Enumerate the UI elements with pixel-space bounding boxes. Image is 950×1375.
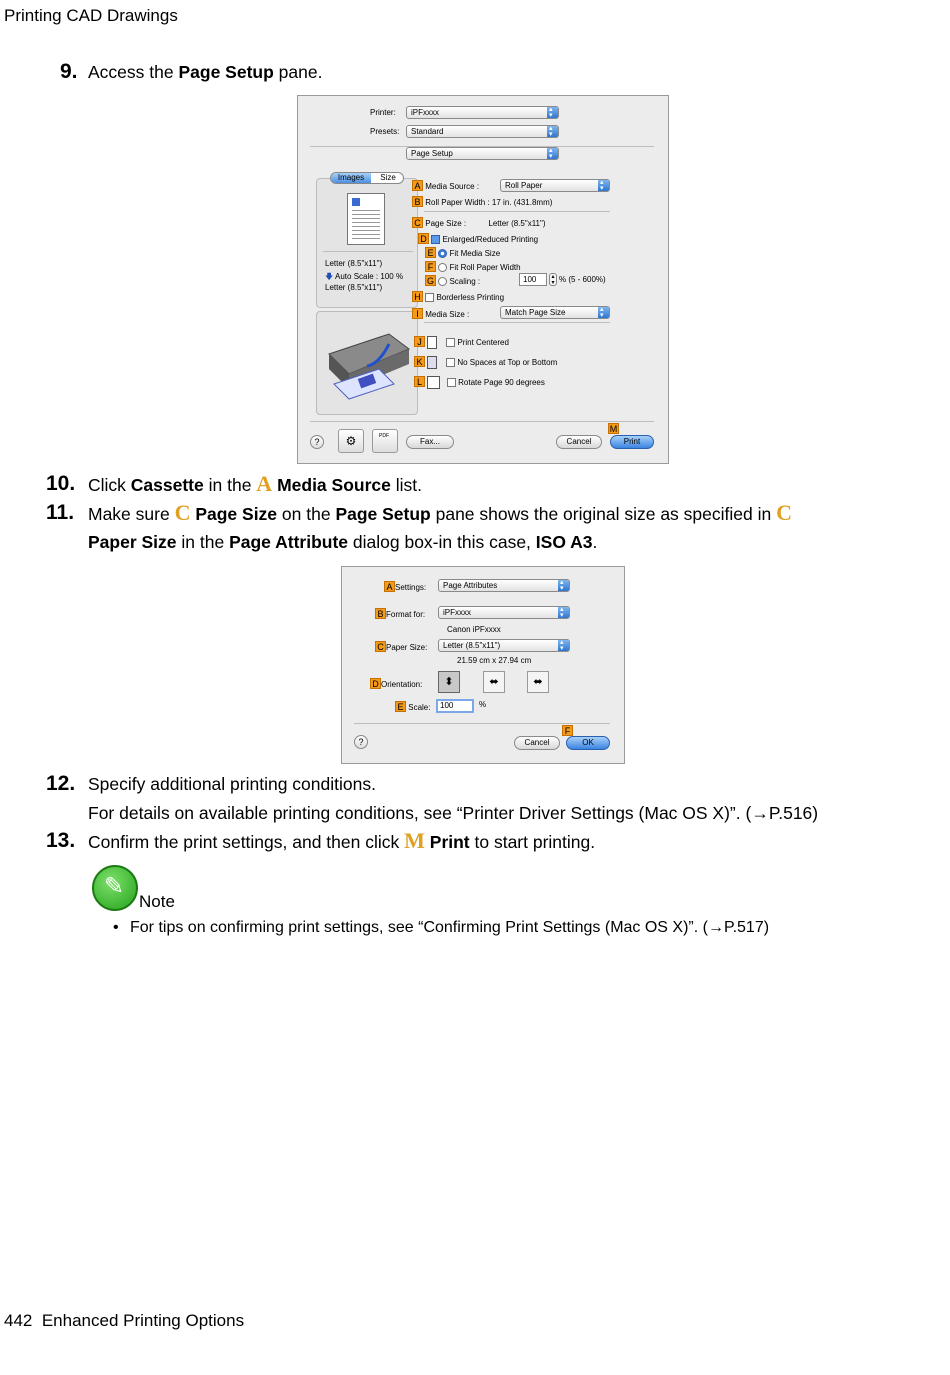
step-number: 12.: [46, 772, 76, 795]
media-source-row: A Media Source :: [412, 180, 479, 191]
fit-media-row: E Fit Media Size: [425, 247, 500, 258]
step-text: Access the Page Setup pane.: [88, 62, 323, 82]
scaling-radio[interactable]: [438, 277, 447, 286]
step-number: 10.: [46, 472, 76, 495]
chevron-updown-icon: [558, 580, 569, 591]
rotate-checkbox[interactable]: [447, 378, 456, 387]
paper-size-sub: 21.59 cm x 27.94 cm: [457, 656, 532, 665]
media-size-row: I Media Size :: [412, 308, 469, 319]
step-9: [0, 58, 950, 86]
printer-illustration-icon: [319, 314, 419, 414]
cancel-button[interactable]: Cancel: [556, 435, 602, 449]
print-centered-row: J Print Centered: [414, 336, 509, 349]
printer-select[interactable]: iPFxxxx ▴ ▾: [406, 106, 559, 119]
paper-size-row: C Paper Size:: [375, 641, 427, 652]
orientation-portrait-icon[interactable]: ⬍: [438, 671, 460, 693]
step-number: 13.: [46, 829, 76, 852]
orientation-landscape-reverse-icon[interactable]: ⬌: [527, 671, 549, 693]
scaling-row: G Scaling :: [426, 276, 481, 286]
media-source-select[interactable]: Roll Paper ▴ ▾: [500, 179, 610, 192]
step-10: [0, 470, 950, 498]
no-spaces-checkbox[interactable]: [446, 358, 455, 367]
presets-label: Presets:: [370, 127, 400, 136]
step-text: Specify additional printing conditions.: [88, 774, 376, 794]
orientation-row: D Orientation:: [370, 678, 422, 689]
tag-m: M: [609, 424, 618, 434]
enlarged-row: D Enlarged/Reduced Printing: [418, 233, 538, 244]
help-button[interactable]: ?: [354, 735, 368, 749]
tab-images[interactable]: Images: [331, 173, 371, 183]
page-number: 442: [4, 1311, 33, 1330]
paper-size-select[interactable]: Letter (8.5"x11") ▴ ▾: [438, 639, 570, 652]
step-12: [0, 770, 950, 828]
chevron-updown-icon: [598, 180, 609, 191]
arrow-down-icon: 🡇: [325, 272, 334, 281]
orientation-landscape-icon[interactable]: ⬌: [483, 671, 505, 693]
page-centered-icon: [427, 336, 437, 349]
borderless-checkbox[interactable]: [425, 293, 434, 302]
pdf-button[interactable]: [372, 429, 398, 453]
step-text: Click Cassette in the A Media Source list.: [88, 471, 422, 496]
settings-row: A Settings:: [384, 581, 426, 592]
pdf-icon: PDF: [379, 433, 389, 439]
note-pencil-icon: [92, 865, 138, 911]
scaling-range: % (5 - 600%): [559, 275, 606, 284]
preview-info-3: Letter (8.5"x11"): [325, 283, 383, 292]
enlarged-checkbox[interactable]: [431, 235, 440, 244]
roll-width-row: B Roll Paper Width : 17 in. (431.8mm): [412, 196, 552, 207]
page-preview-icon: [347, 193, 385, 245]
media-size-select[interactable]: Match Page Size ▴ ▾: [500, 306, 610, 319]
utility-icon[interactable]: ⚙: [338, 429, 364, 453]
printer-image-panel: [316, 311, 418, 415]
no-spaces-row: K No Spaces at Top or Bottom: [414, 356, 557, 369]
scale-input[interactable]: 100: [436, 699, 474, 713]
fit-roll-row: F Fit Roll Paper Width: [425, 261, 521, 272]
step-text-line-2: Paper Size in the Page Attribute dialog box-in this case, ISO A3.: [88, 532, 598, 552]
note-title: Note: [139, 892, 175, 911]
settings-select[interactable]: Page Attributes ▴ ▾: [438, 579, 570, 592]
scaling-input[interactable]: 100: [519, 273, 547, 286]
help-button[interactable]: ?: [310, 435, 324, 449]
tab-control: [330, 172, 404, 184]
step-detail: For details on available printing conditions, see “Printer Driver Settings (Mac OS X)”. (→P.516): [88, 803, 819, 823]
step-text: Confirm the print settings, and then click M Print to start printing.: [88, 828, 596, 853]
tab-size[interactable]: Size: [380, 173, 396, 182]
tag-f: F: [562, 725, 573, 736]
chevron-updown-icon: [558, 607, 569, 618]
chevron-updown-icon: [547, 148, 558, 159]
cancel-button[interactable]: Cancel: [514, 736, 560, 750]
note-bullet: •: [113, 919, 119, 936]
note-text: For tips on confirming print settings, see “Confirming Print Settings (Mac OS X)”. (→P.517): [130, 919, 770, 936]
chevron-updown-icon: [598, 307, 609, 318]
preview-info-2: 🡇 Auto Scale : 100 %: [325, 272, 404, 281]
format-select[interactable]: iPFxxxx ▴ ▾: [438, 606, 570, 619]
fit-roll-radio[interactable]: [438, 263, 447, 272]
step-text-line-1: Make sure C Page Size on the Page Setup pane shows the original size as specified in C: [88, 500, 792, 525]
print-dialog-screenshot: [297, 95, 669, 464]
scaling-stepper[interactable]: ▴ ▾: [549, 273, 557, 286]
page-size-row: C Page Size : Letter (8.5"x11"): [412, 217, 546, 228]
chevron-updown-icon: [558, 640, 569, 651]
step-number: 9.: [60, 60, 78, 83]
chevron-updown-icon: [547, 107, 558, 118]
ok-button[interactable]: OK: [566, 736, 610, 750]
running-header: Printing CAD Drawings: [4, 6, 178, 25]
format-row: B Format for:: [375, 608, 425, 619]
scale-unit: %: [479, 700, 487, 709]
step-13: [0, 827, 950, 855]
borderless-row: H Borderless Printing: [412, 291, 504, 302]
step-number: 11.: [46, 501, 75, 524]
fax-button[interactable]: Fax...: [406, 435, 454, 449]
presets-select[interactable]: Standard ▴ ▾: [406, 125, 559, 138]
page-footer: [4, 1311, 244, 1331]
print-centered-checkbox[interactable]: [446, 338, 455, 347]
fit-media-radio[interactable]: [438, 249, 447, 258]
scale-row: E Scale:: [395, 701, 430, 712]
rotate-row: L Rotate Page 90 degrees: [414, 376, 545, 389]
chapter-title: Enhanced Printing Options: [41, 1311, 245, 1330]
format-sub: Canon iPFxxxx: [447, 625, 501, 634]
print-button[interactable]: Print: [610, 435, 654, 449]
page-attributes-dialog-screenshot: [341, 566, 625, 764]
preview-info-1: Letter (8.5"x11"): [325, 259, 383, 268]
step-11: [0, 499, 950, 557]
rotate-page-icon: [427, 376, 440, 389]
preview-panel: [316, 178, 418, 308]
chevron-updown-icon: [547, 126, 558, 137]
printer-label: Printer:: [370, 108, 396, 117]
no-spaces-icon: [427, 356, 437, 369]
pane-select[interactable]: Page Setup ▴ ▾: [406, 147, 559, 160]
